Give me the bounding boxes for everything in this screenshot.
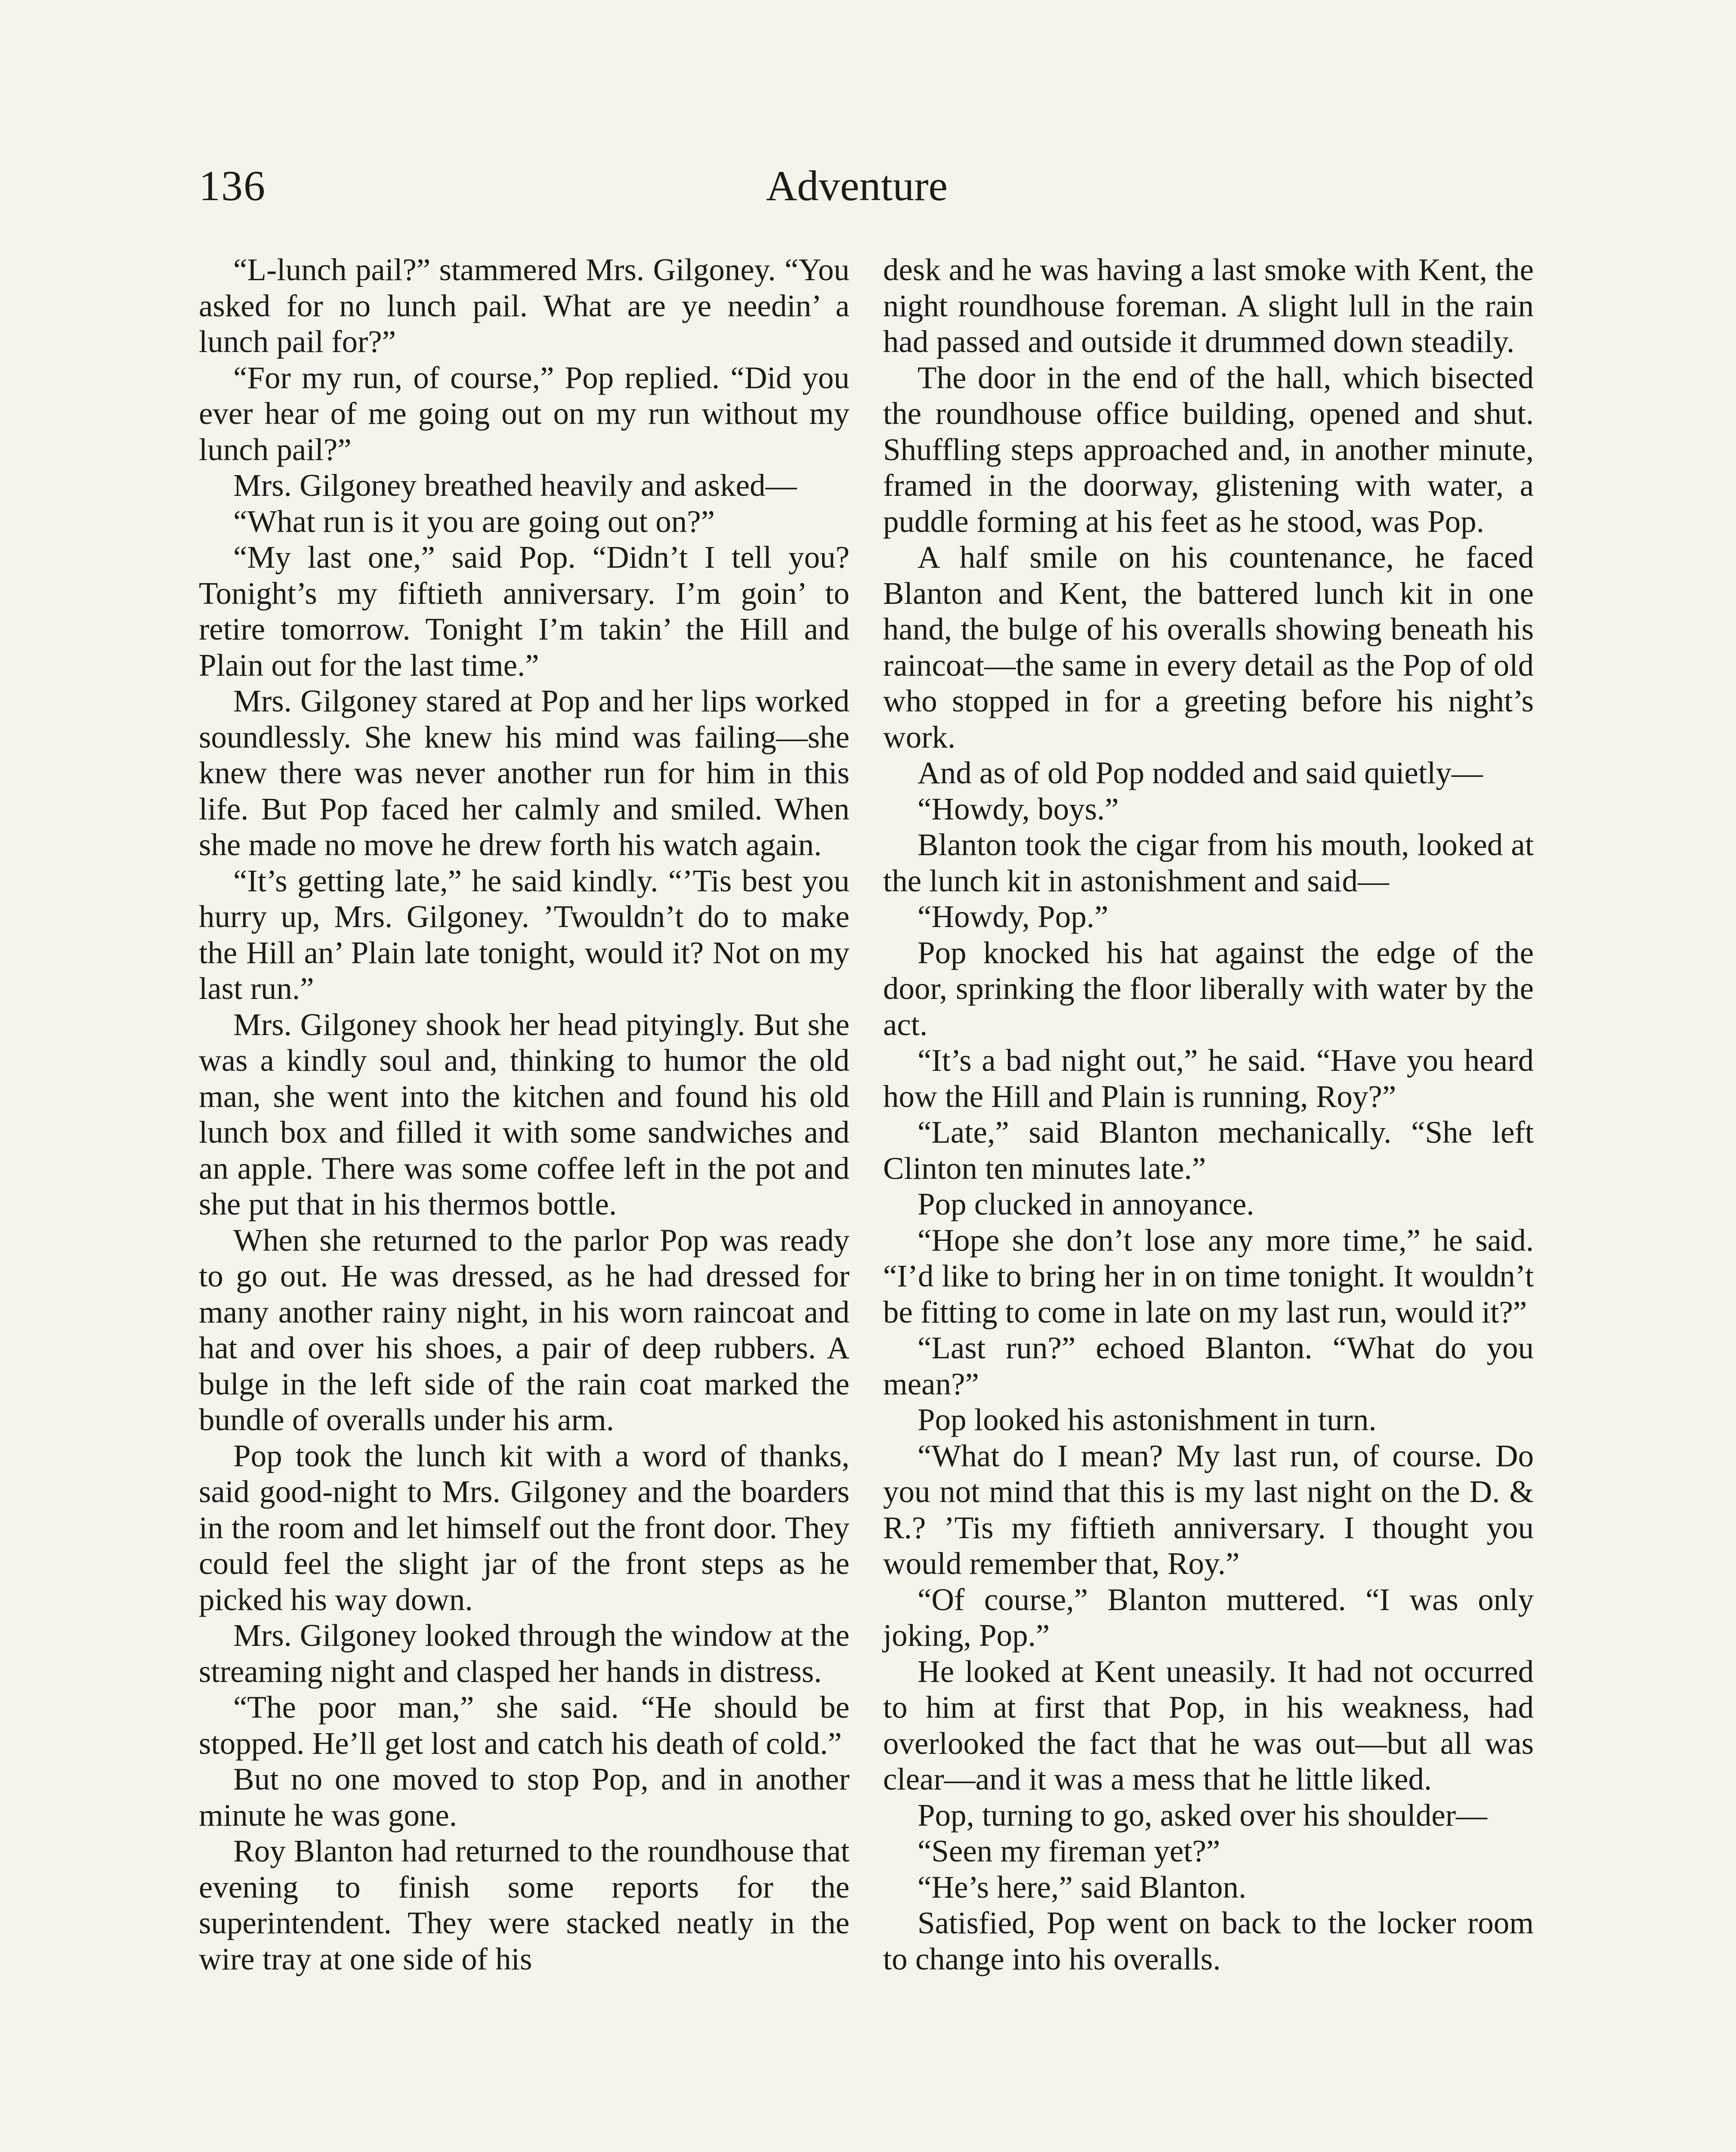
left-column <box>199 252 849 1977</box>
paragraph: But no one moved to stop Pop, and in another minute he was gone. <box>199 1762 849 1833</box>
paragraph: The door in the end of the hall, which bisected the roundhouse office building, opened and shut. Shuffling steps approached and, in another minute, framed in the doorway, glistening with water, a puddle forming at his feet as he stood, was Pop. <box>883 360 1534 539</box>
paragraph: Mrs. Gilgoney looked through the window at the streaming night and clasped her hands in distress. <box>199 1618 849 1689</box>
paragraph: “What run is it you are going out on?” <box>233 504 715 539</box>
paragraph: “What do I mean? My last run, of course. Do you not mind that this is my last night on the D. & R.? ’Tis my fiftieth anniversary. I thought you would remember that, Roy.” <box>883 1438 1534 1581</box>
paragraph: Roy Blanton had returned to the roundhouse that evening to finish some reports for the superintendent. They were stacked neatly in the wire tray at one side of his <box>199 1834 849 1976</box>
page-number: 136 <box>199 162 266 210</box>
paragraph: Blanton took the cigar from his mouth, looked at the lunch kit in astonishment and said— <box>883 827 1534 898</box>
paragraph: “Howdy, boys.” <box>917 791 1119 826</box>
right-column <box>883 252 1534 1977</box>
paragraph: “Seen my fireman yet?” <box>917 1834 1220 1868</box>
paragraph: When she returned to the parlor Pop was ready to go out. He was dressed, as he had dressed for many another rainy night, in his worn raincoat and hat and over his shoes, a pair of deep rubbers. A bulge in the left side of the rain coat marked the bundle of overalls under his arm. <box>199 1222 849 1437</box>
paragraph: Pop took the lunch kit with a word of thanks, said good-night to Mrs. Gilgoney and the boarders in the room and let himself out the front door. They could feel the slight jar of the front steps as he picked his way down. <box>199 1438 849 1617</box>
page-header <box>0 0 1736 258</box>
paragraph: “Late,” said Blanton mechanically. “She left Clinton ten minutes late.” <box>883 1115 1534 1186</box>
paragraph: “For my run, of course,” Pop replied. “Did you ever hear of me going out on my run without my lunch pail?” <box>199 360 849 467</box>
paragraph: Pop, turning to go, asked over his shoulder— <box>917 1797 1488 1833</box>
paragraph: Pop knocked his hat against the edge of the door, sprinking the floor liberally with water by the act. <box>883 935 1534 1042</box>
paragraph: Satisfied, Pop went on back to the locker room to change into his overalls. <box>883 1905 1534 1976</box>
paragraph: Mrs. Gilgoney shook her head pityingly. But she was a kindly soul and, thinking to humor the old man, she went into the kitchen and found his old lunch box and filled it with some sandwiches and an apple. There was some coffee left in the pot and she put that in his thermos bottle. <box>199 1007 849 1221</box>
paragraph: Pop clucked in annoyance. <box>917 1187 1254 1221</box>
paragraph: “Of course,” Blanton muttered. “I was only joking, Pop.” <box>883 1582 1534 1653</box>
paragraph: “My last one,” said Pop. “Didn’t I tell you? Tonight’s my fiftieth anniversary. I’m goin’ to retire tomorrow. Tonight I’m takin’ the Hill and Plain out for the last time.” <box>199 540 849 683</box>
paragraph: “The poor man,” she said. “He should be stopped. He’ll get lost and catch his death of cold.” <box>199 1690 849 1761</box>
paragraph: “L-lunch pail?” stammered Mrs. Gilgoney. “You asked for no lunch pail. What are ye needin’ a lunch pail for?” <box>199 252 849 359</box>
paragraph: “It’s a bad night out,” he said. “Have you heard how the Hill and Plain is running, Roy?” <box>883 1043 1534 1114</box>
running-head: Adventure <box>766 162 948 210</box>
paragraph: And as of old Pop nodded and said quietly— <box>917 755 1483 790</box>
paragraph: He looked at Kent uneasily. It had not occurred to him at first that Pop, in his weakness, had overlooked the fact that he was out—but all was clear—and it was a mess that he little liked. <box>883 1654 1534 1796</box>
paragraph: “It’s getting late,” he said kindly. “’Tis best you hurry up, Mrs. Gilgoney. ’Twouldn’t do to make the Hill an’ Plain late tonight, would it? Not on my last run.” <box>199 863 849 1006</box>
paragraph: “Hope she don’t lose any more time,” he said. “I’d like to bring her in on time tonight. It wouldn’t be fitting to come in late on my last run, would it?” <box>883 1222 1534 1330</box>
paragraph: “Last run?” echoed Blanton. “What do you mean?” <box>883 1330 1534 1401</box>
paragraph: “Howdy, Pop.” <box>917 899 1109 934</box>
paragraph: A half smile on his countenance, he faced Blanton and Kent, the battered lunch kit in one hand, the bulge of his overalls showing beneath his raincoat—the same in every detail as the Pop of old who stopped in for a greeting before his night’s work. <box>883 540 1534 754</box>
paragraph: Mrs. Gilgoney breathed heavily and asked— <box>233 468 797 503</box>
paragraph: Mrs. Gilgoney stared at Pop and her lips worked soundlessly. She knew his mind was failing—she knew there was never another run for him in this life. But Pop faced her calmly and smiled. When she made no move he drew forth his watch again. <box>199 683 849 862</box>
paragraph: Pop looked his astonishment in turn. <box>917 1402 1377 1437</box>
paragraph: “He’s here,” said Blanton. <box>917 1869 1247 1905</box>
paragraph: desk and he was having a last smoke with Kent, the night roundhouse foreman. A slight lull in the rain had passed and outside it drummed down steadily. <box>883 252 1534 359</box>
